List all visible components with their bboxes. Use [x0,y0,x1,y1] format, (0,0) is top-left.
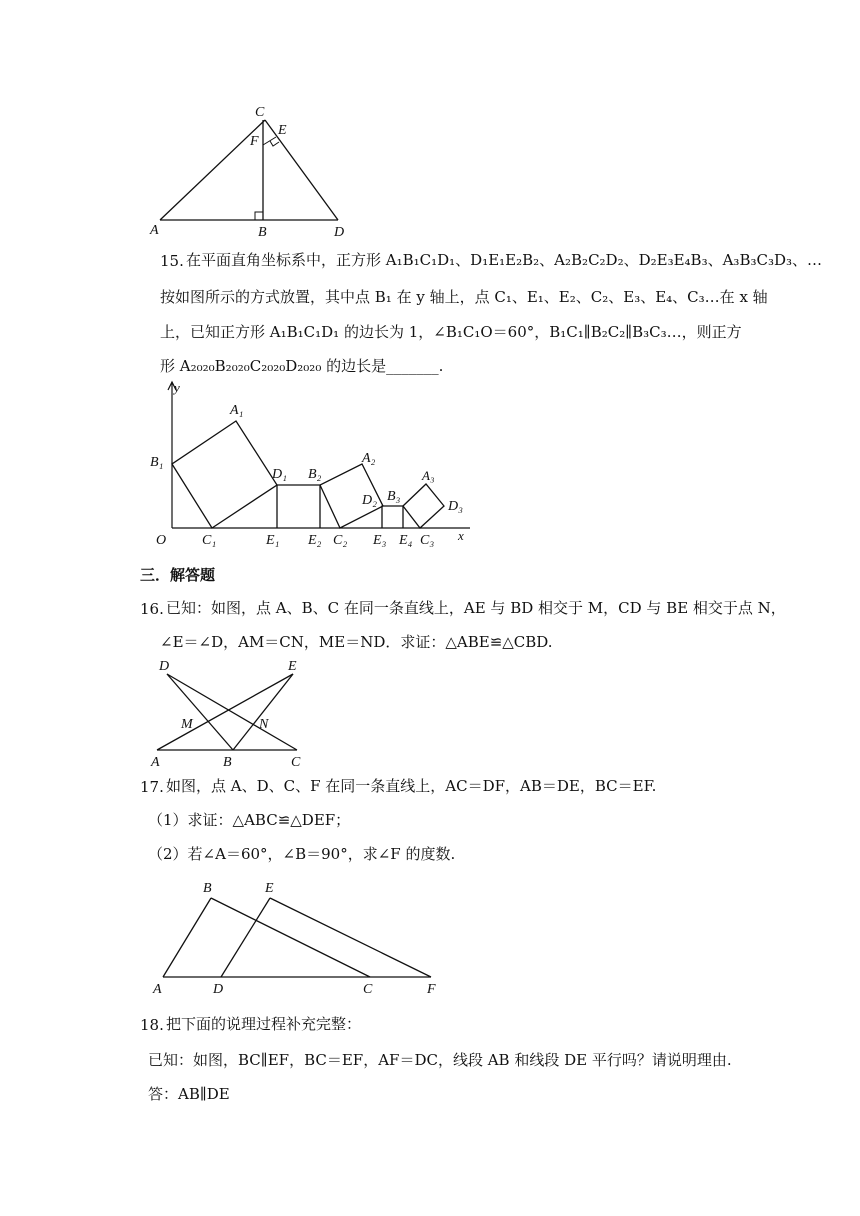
q16-line-2: ∠E＝∠D，AM＝CN，ME＝ND．求证：△ABE≌△CBD. [160,633,553,651]
fig16-label-a: A [151,755,160,768]
q17-number: 17. [140,778,164,796]
q16-number: 16. [140,600,164,618]
figure-17-svg [145,876,445,998]
fig15-label-e3: E₃ [373,533,387,548]
fig16-label-c: C [291,755,301,768]
fig17-label-b: B [203,881,212,896]
fig15-label-y: y [174,380,180,395]
fig15-label-d3: D₃ [448,499,463,514]
fig17-label-f: F [427,982,436,997]
q15-line-2: 按如图所示的方式放置，其中点 B₁ 在 y 轴上，点 C₁、E₁、E₂、C₂、E₃、E₄、C₃…在 x 轴 [160,288,768,306]
fig15-label-a1: A₁ [230,403,244,418]
fig14-label-d: D [334,225,345,240]
q15-line-4: 形 A₂₀₂₀B₂₀₂₀C₂₀₂₀D₂₀₂₀ 的边长是_______. [160,357,444,375]
fig15-label-e1: E₁ [266,533,280,548]
fig15-label-d2: D₂ [362,493,377,508]
figure-15-svg [140,378,480,550]
fig14-label-f: F [250,134,259,149]
fig16-label-n: N [259,717,269,732]
q18-line-2: 已知：如图，BC∥EF，BC＝EF，AF＝DC，线段 AB 和线段 DE 平行吗？请说明理由. [148,1051,732,1069]
fig14-label-e: E [278,123,287,138]
fig17-label-c: C [363,982,373,997]
fig15-label-c3: C₃ [420,533,435,548]
q16-line-1: 已知：如图，点 A、B、C 在同一条直线上，AE 与 BD 相交于 M，CD 与 BE 相交于点 N， [166,599,786,617]
fig17-label-a: A [153,982,162,997]
fig14-label-c: C [255,105,265,120]
q18-line-3: 答：AB∥DE [148,1085,230,1103]
q17-part-1: （1）求证：△ABC≌△DEF； [148,811,351,829]
q17-line-1: 如图，点 A、D、C、F 在同一条直线上，AC＝DF，AB＝DE，BC＝EF. [166,777,657,795]
fig15-label-b2: B₂ [308,467,322,482]
fig16-label-b: B [223,755,232,768]
fig14-label-a: A [150,223,159,238]
q15-line-1: 在平面直角坐标系中，正方形 A₁B₁C₁D₁、D₁E₁E₂B₂、A₂B₂C₂D₂、D₂E₃E₄B₃、A₃B₃C₃D₃、… [186,251,823,269]
fig15-label-b1: B₁ [150,455,164,470]
figure-16-svg [145,656,315,768]
figure-14-svg [140,100,360,240]
fig16-label-d: D [159,659,170,674]
fig15-label-a2: A₂ [362,451,376,466]
fig16-label-e: E [288,659,297,674]
q15-line-3: 上，已知正方形 A₁B₁C₁D₁ 的边长为 1，∠B₁C₁O＝60°，B₁C₁∥B₂C₂∥B₃C₃…，则正方 [160,323,742,341]
fig17-label-e: E [265,881,274,896]
q15-number: 15. [160,252,184,270]
fig15-label-e4: E₄ [399,533,413,548]
fig15-label-e2: E₂ [308,533,322,548]
figure-17-triangles [145,876,445,998]
fig17-label-d: D [213,982,224,997]
q18-line-1: 把下面的说理过程补充完整： [166,1015,362,1033]
fig15-label-b3: B₃ [387,489,401,504]
section-3-heading: 三．解答题 [140,566,216,584]
figure-14-triangle [140,100,360,240]
fig15-label-c2: C₂ [333,533,348,548]
fig15-label-x: x [458,528,464,543]
fig15-label-c1: C₁ [202,533,217,548]
fig15-label-o: O [156,533,167,548]
fig15-label-a3: A₃ [422,468,435,483]
fig14-label-b: B [258,225,267,240]
q18-number: 18. [140,1016,164,1034]
figure-15-squares [140,378,480,550]
fig16-label-m: M [181,717,193,732]
figure-16-triangles [145,656,315,768]
q17-part-2: （2）若∠A＝60°，∠B＝90°，求∠F 的度数. [148,845,456,863]
fig15-label-d1: D₁ [272,467,287,482]
